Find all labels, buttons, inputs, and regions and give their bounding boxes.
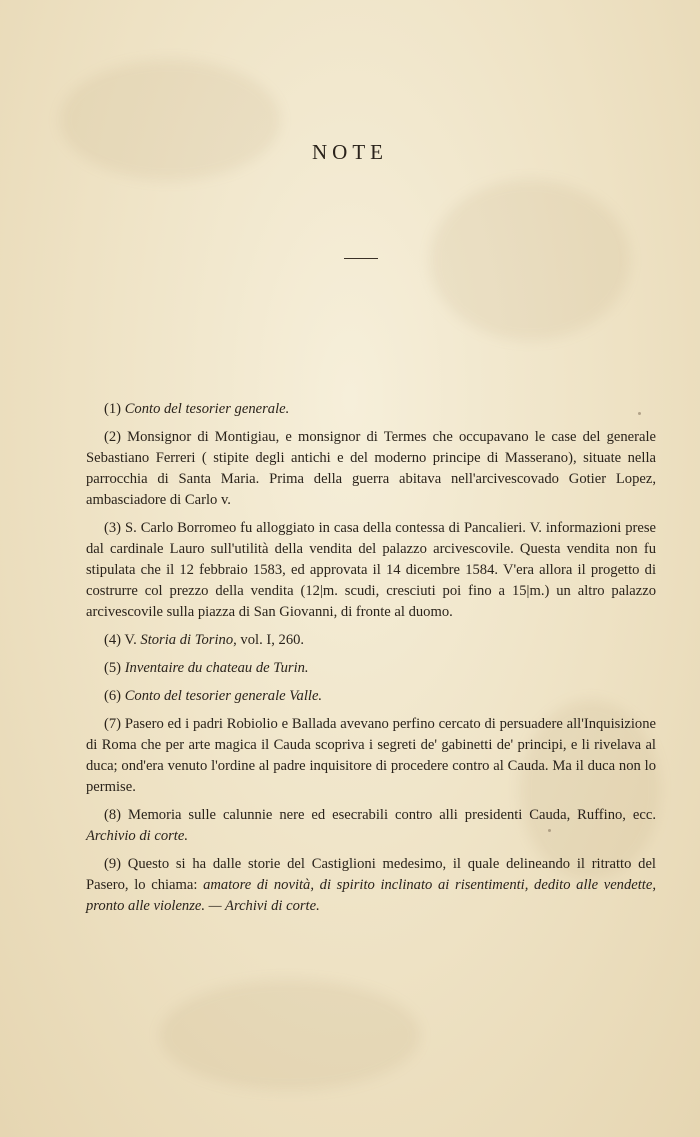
footnote-number: (9) [104, 856, 122, 872]
page-title: NOTE [312, 140, 388, 164]
footnote-citation: Archivio di corte. [86, 828, 188, 844]
footnote-text: V. [124, 632, 141, 648]
footnote-number: (7) [104, 716, 122, 732]
ink-fleck [638, 412, 641, 415]
footnote-1 [86, 399, 656, 420]
footnote-text: , vol. I, 260. [233, 632, 305, 648]
footnote-citation: Conto del tesorier generale. [124, 401, 290, 417]
footnote-5 [86, 658, 656, 679]
footnote-3 [86, 518, 656, 623]
footnote-text: Questo si ha dalle storie del Castiglioni medesimo, il quale delineando il ritratto del Pasero, lo chiama: [86, 856, 656, 893]
footnote-text: S. Carlo Borromeo fu alloggiato in casa della contessa di Pancalieri. V. informazioni prese dal cardinale Lauro sull'utilità della vendita del palazzo arcivescovile. Questa vendita non fu stipulata che il 12 febbraio 1583, ed approvata il 14 dicembre 1584. V'era allora il progetto di costrurre col prezzo della vendita (12|m. scudi, cresciuti poi fino a 15|m.) un altro palazzo arcivescovile sulla piazza di San Giovanni, di fronte al duomo. [86, 520, 656, 620]
footnote-6 [86, 686, 656, 707]
footnote-number: (1) [104, 401, 122, 417]
footnote-text: Monsignor di Montigiau, e monsignor di Termes che occupavano le case del generale Sebastiano Ferreri ( stipite degli antichi e del moderno principe di Masserano), situate nella parrocchia di Santa Maria. Prima della guerra abitava nell'arcivescovado Gotier Lopez, ambasciadore di Carlo v. [86, 429, 656, 508]
notes-section [86, 399, 656, 924]
footnote-7 [86, 714, 656, 798]
footnote-citation: Conto del tesorier generale Valle. [124, 688, 323, 704]
footnote-citation: Inventaire du chateau de Turin. [124, 660, 309, 676]
footnote-number: (4) [104, 632, 122, 648]
footnote-text: Memoria sulle calunnie nere ed esecrabili contro alli presidenti Cauda, Ruffino, ecc. [127, 807, 656, 823]
footnote-number: (3) [104, 520, 122, 536]
footnote-citation: amatore di novità, di spirito inclinato ai risentimenti, dedito alle vendette, pronto alle violenze. — Archivi di corte. [86, 877, 656, 914]
footnote-4 [86, 630, 656, 651]
footnote-9 [86, 854, 656, 917]
footnote-number: (8) [104, 807, 122, 823]
paper-stain [160, 980, 420, 1090]
footnote-8 [86, 805, 656, 847]
footnote-citation: Storia di Torino [140, 632, 234, 648]
paper-stain [430, 180, 630, 340]
ink-fleck [548, 829, 551, 832]
footnote-number: (5) [104, 660, 122, 676]
footnote-2 [86, 427, 656, 511]
footnote-number: (6) [104, 688, 122, 704]
title-divider [344, 258, 378, 259]
footnote-text: Pasero ed i padri Robiolio e Ballada avevano perfino cercato di persuadere all'Inquisizione di Roma che per arte magica il Cauda scopriva i segreti de' gabinetti de' principi, e li rivelava al duca; ond'era venuto l'ordine al padre inquisitore di procedere contro al Cauda. Ma il duca non lo permise. [86, 716, 656, 795]
footnote-number: (2) [104, 429, 122, 445]
